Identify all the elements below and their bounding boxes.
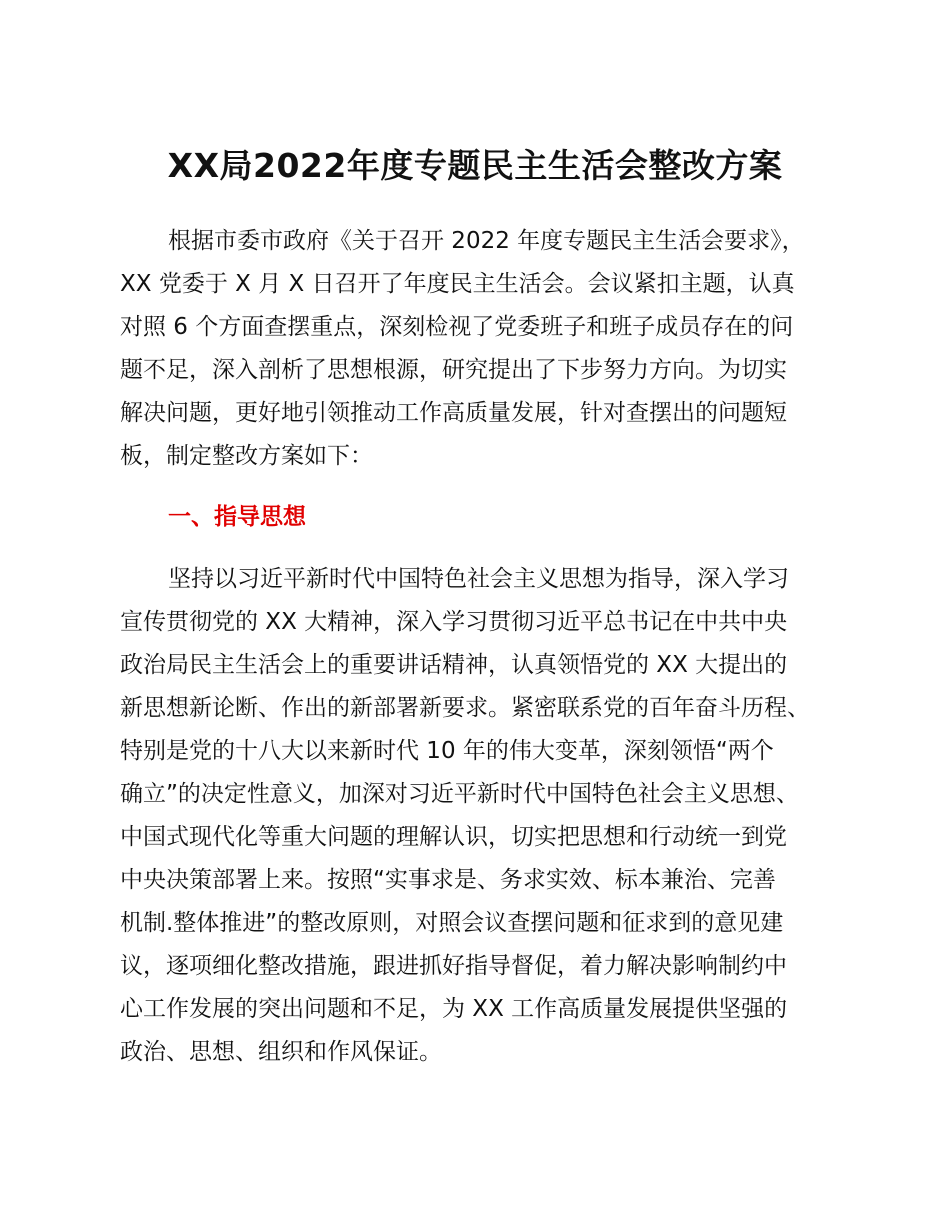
paragraph-line: 根据市委市政府《关于召开 2022 年度专题民主生活会要求》， (168, 228, 805, 254)
paragraph-line: 议，逐项细化整改措施，跟进抓好指导督促，着力解决影响制约中 (120, 953, 787, 979)
document-title: XX局2022年度专题民主生活会整改方案 (167, 146, 783, 185)
paragraph-line: 中央决策部署上来。按照“实事求是、务求实效、标本兼治、完善 (120, 867, 776, 893)
paragraph-line: 确立”的决定性意义，加深对习近平新时代中国特色社会主义思想、 (120, 781, 799, 807)
paragraph-line: 宣传贯彻党的 XX 大精神，深入学习贯彻习近平总书记在中共中央 (120, 609, 788, 635)
paragraph-line: 解决问题，更好地引领推动工作高质量发展，针对查摆出的问题短 (120, 400, 787, 426)
intro-paragraph (120, 220, 840, 478)
paragraph-line: 中国式现代化等重大问题的理解认识，切实把思想和行动统一到党 (120, 824, 787, 850)
paragraph-line: 新思想新论断、作出的新部署新要求。紧密联系党的百年奋斗历程、 (120, 695, 810, 721)
section-heading-guiding-ideology: 一、指导思想 (168, 504, 306, 530)
paragraph-line: 机制.整体推进”的整改原则，对照会议查摆问题和征求到的意见建 (120, 910, 784, 936)
paragraph-line: 政治局民主生活会上的重要讲话精神，认真领悟党的 XX 大提出的 (120, 652, 788, 678)
paragraph-line: 对照 6 个方面查摆重点，深刻检视了党委班子和班子成员存在的问 (120, 314, 794, 340)
paragraph-line: XX 党委于 X 月 X 日召开了年度民主生活会。会议紧扣主题，认真 (120, 271, 795, 297)
paragraph-line: 坚持以习近平新时代中国特色社会主义思想为指导，深入学习 (168, 566, 789, 592)
paragraph-line: 特别是党的十八大以来新时代 10 年的伟大变革，深刻领悟“两个 (120, 738, 774, 764)
paragraph-line: 题不足，深入剖析了思想根源，研究提出了下步努力方向。为切实 (120, 357, 787, 383)
guiding-ideology-paragraph (120, 558, 840, 1074)
paragraph-line: 心工作发展的突出问题和不足，为 XX 工作高质量发展提供坚强的 (120, 996, 788, 1022)
paragraph-line: 板，制定整改方案如下： (120, 443, 373, 469)
paragraph-line: 政治、思想、组织和作风保证。 (120, 1039, 442, 1065)
